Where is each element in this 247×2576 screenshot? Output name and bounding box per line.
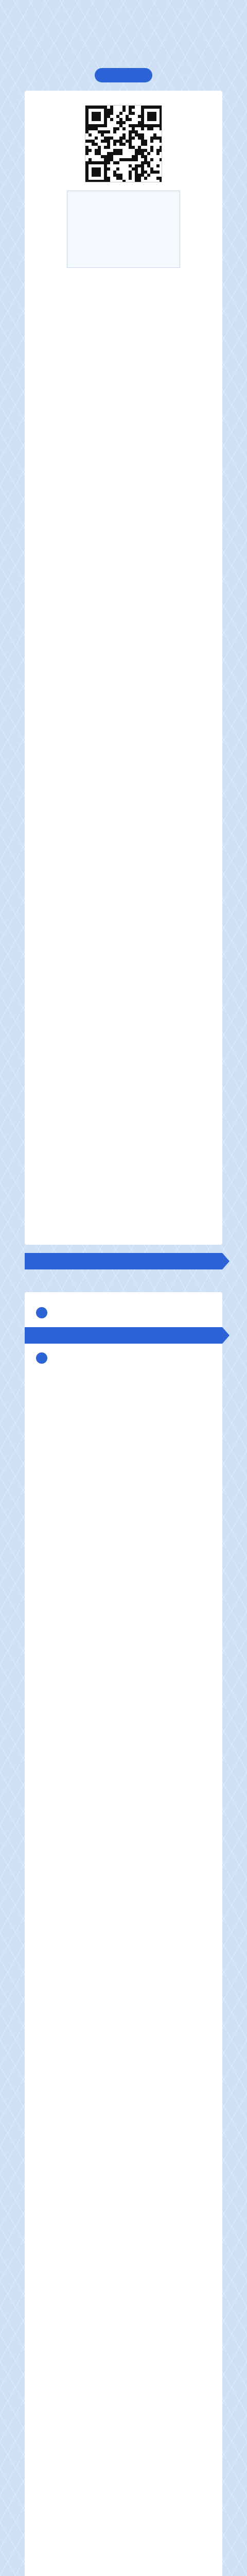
intro-card bbox=[25, 91, 222, 1245]
news-number bbox=[36, 1307, 47, 1318]
date-badge bbox=[95, 68, 152, 82]
section1-ribbon bbox=[25, 1253, 222, 1269]
qr-code-image bbox=[85, 105, 162, 182]
more-content-box[interactable] bbox=[67, 191, 180, 268]
policy-headline bbox=[36, 1352, 211, 1364]
main-news-card bbox=[25, 1292, 222, 2576]
report-header bbox=[0, 0, 247, 89]
policy-number bbox=[36, 1352, 47, 1364]
news-headline bbox=[36, 1307, 211, 1319]
section2-ribbon bbox=[25, 1327, 222, 1344]
